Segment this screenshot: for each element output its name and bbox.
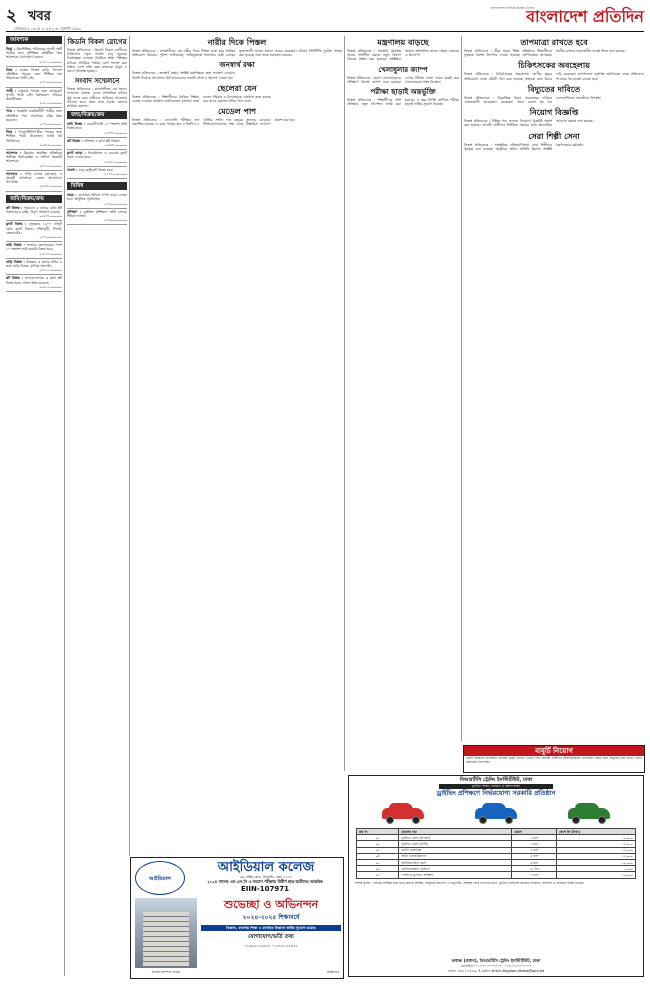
ad-phone: ০১৭৮৮-০০০০০০ (104, 130, 127, 135)
ad-text: উচ্চশিক্ষিত পরিবারের সুন্দরী স্মার্ট পাত্রীর জন্য সুশিক্ষিত প্রতিষ্ঠিত পাত্র আবশ্যক। যোগাযোগ করুন। (6, 47, 62, 60)
section-name: খবর (28, 9, 51, 24)
ad-text: একটি স্বনামধন্য প্রতিষ্ঠানে অভিজ্ঞ বাবুর্চি নিয়োগ দেওয়া হবে। আগ্রহী প্রার্থীদের জীবনবৃত্তান্তসহ যোগাযোগ করার জন্য অনুরোধ করা হলো। বেতন আলোচনা সাপেক্ষে। (466, 756, 642, 764)
ad-phone: ০১৬৭৩-০০০০০০ (39, 142, 62, 147)
ad-footer (349, 958, 643, 974)
story-text: নিজস্ব প্রতিবেদক : তরুণ খেলোয়াড়দের প্রশিক্ষণে বিশেষ ক্যাম্প শুরু হয়েছে। দেশের বিভিন্ন জেলা থেকে বাছাই করা খেলোয়াড়রা অংশ নিচ্ছেন। (347, 75, 459, 84)
college-phone: ০২৫৮৬১২৫৪৪৪, ০২৫৮৬১২৫৪৫৫ (244, 944, 298, 948)
table-header: কোর্স ফি (টাকা) (557, 829, 636, 835)
classified-ad (67, 167, 127, 179)
ad-phone: ০১৬১১-০০০০০০ (104, 159, 127, 164)
classifieds-heading: আবশ্যক (6, 36, 62, 44)
ad-text: ড্রাইভিং প্রশিক্ষণে ভর্তি চলছে। সীমিত আসন। (67, 209, 127, 219)
column-divider (344, 36, 345, 771)
table-cell: ১৫ দিন (512, 866, 557, 872)
news-column-4 (347, 36, 459, 771)
story-text: নিজস্ব প্রতিবেদক : এসএসসি পরীক্ষার ফল প্রকাশিত হয়েছে। এ বছর পাসের হার ও জিপিএ-৫ প্রাপ্তির সংখ্যা গত বছরের তুলনায় বেড়েছে। শিক্ষাবোর্ডগুলোর পক্ষ থেকে বিস্তারিত ফলাফল প্রকাশ করা হয়। (132, 118, 295, 127)
ad-phone: ০১৯১২-০০০০০০ (39, 284, 62, 289)
classified-ad (6, 259, 62, 276)
table-header: মেয়াদ (512, 829, 557, 835)
ad-text: মিরপুরে অবস্থিত প্রতিষ্ঠানে অভিজ্ঞ হিসাবরক্ষক ও অফিস সহকারী আবশ্যক। (6, 151, 62, 164)
ad-title: পাত্রী : (6, 88, 17, 93)
story-text: নিজস্ব প্রতিবেদক : তীব্র গরমে শিক্ষা প্রতিষ্ঠানে শিক্ষার্থীদের সুরক্ষায় বিশেষ নির্দেশনা দেওয়া হয়েছে। শ্রেণিকক্ষের তাপমাত্রা সহনীয় রাখতে প্রয়োজনীয় ব্যবস্থা নিতে বলা হয়েছে। (464, 49, 626, 58)
institute-name: বিআরটিসি ট্রেনিং ইনস্টিটিউট, ঢাকা (459, 777, 533, 783)
classifieds-heading: বিবিধ (67, 182, 127, 190)
ad-text: সরকারি চাকরিজীবী পাত্রীর জন্য প্রতিষ্ঠিত পাত্র আবশ্যক। ঘটক ক্ষমা করবেন। (6, 109, 62, 122)
headline: জনস্বার্থ রক্ষা (219, 60, 255, 70)
classified-ad (6, 242, 62, 259)
ad-title: বাড়ি বিক্রয় : (6, 259, 25, 264)
course-table (356, 828, 636, 879)
academic-year: ২০২৪-২০২৫ শিক্ষাবর্ষে (242, 914, 300, 921)
classifieds-heading: জন্ম/বিক্রয়/ক্রয় (67, 111, 127, 119)
ad-text: আফতাবনগরে ৩ কাঠা প্লট বিক্রয় হবে। দালাল ক্ষমা করবেন। (6, 276, 62, 285)
ad-title: জমি বিক্রয় : (6, 243, 25, 248)
table-cell: ০৭ (357, 872, 399, 878)
ad-phone: ০১৮৪১-০০০০০০ (39, 184, 62, 189)
table-cell: ১২,০০০ (557, 847, 636, 853)
ad-title: প্রশিক্ষণ : (67, 209, 82, 214)
ad-text: উত্তরায় ৩ কাঠার উপর ৬ তলা বাড়ি বিক্রয়। মালিক সরাসরি। (6, 259, 62, 268)
table-cell: ড্রাইভিং কোর্স (হালকা) (399, 835, 512, 841)
classified-ad (6, 67, 62, 88)
dateline: সোমবার | ১৩ মে ২০২৪ | ৩০ বৈশাখ ১৪৩১ (14, 26, 82, 31)
classified-ad (6, 108, 62, 129)
classifieds-heading-2: জমি/বিক্রয়/ক্রয় (6, 195, 62, 203)
footer-contact: ফোন: ৪৮৮১০৪২৬, ই-মেইল: brtcti.tejgaon.dhaka@gov.bd (447, 969, 545, 973)
news-column-2 (67, 36, 127, 976)
brand-logo (484, 6, 644, 28)
ad-text: ডিভোর্সি/বিপত্নীক পাত্রের জন্য শিক্ষিত পাত্রী প্রয়োজন। জাতি ধর্ম নির্বিশেষে। (6, 130, 62, 143)
headline: চিকিৎসকের অবহেলায় (518, 60, 590, 71)
headline: নিয়োগ বিজ্ঞপ্তি (529, 107, 579, 118)
table-cell: পেশাদার ড্রাইভিং প্রশিক্ষণ (399, 872, 512, 878)
table-cell: ১ মাস (512, 872, 557, 878)
ad-text: বসিলায় ৪ কাঠা প্লট বিক্রয়। (83, 138, 120, 143)
ad-text: ঢাকায় নিজস্ব বাড়ি, বিদেশে প্রতিষ্ঠিত পাত্রের জন্য শিক্ষিত ভদ্র পরিবারের পাত্রী চাই। (6, 67, 62, 81)
story-text: নিজস্ব প্রতিবেদক : শিক্ষার্থীদের ভর্তি প্রক্রিয়ায় নতুন নির্দেশনা জারি করা হয়েছে। এ বছর নির্দিষ্ট শ্রেণিতে পরীক্ষা ছাড়াই ভর্তির সুযোগ থাকছে। (347, 98, 459, 107)
ad-text: চালু রেস্টুরেন্ট বিক্রয় হবে। (78, 167, 114, 172)
admission-label: যোগাযোগ/ভর্তি তথ্য (248, 934, 294, 940)
masthead (6, 6, 644, 30)
ad-text: কেরানীগঞ্জে ২০ শতাংশ জমি বিক্রয় হবে। (67, 122, 127, 131)
table-cell: ৬ মাস (512, 859, 557, 865)
ad-text: পূর্বাচলে ৫ কাঠার রেডি প্লট বিক্রয় হবে। রাস্তা, বিদ্যুৎ সংযোগ রয়েছে। (6, 205, 62, 214)
story-text: নিজস্ব প্রতিবেদক : সাংস্কৃতিক প্রতিযোগিতায় সেরা শিল্পীদের পুরস্কৃত করা হয়েছে। অনুষ্ঠানে প্রধান অতিথি ছিলেন সংশ্লিষ্ট মন্ত্রণালয়ের কর্মকর্তা। (464, 142, 584, 151)
story-text: নিজস্ব প্রতিবেদক : নিরবচ্ছিন্ন বিদ্যুৎ সরবরাহের দাবিতে এলাকাবাসী মানববন্ধন করেছেন। তারা বলেন ঘন ঘন লোডশেডিংয়ে জনজীবন বিপর্যস্ত। (464, 95, 601, 105)
ad-headline: ড্রাইভিং প্রশিক্ষণে নির্ভরযোগ্য সরকারি প্রতিষ্ঠান (436, 789, 556, 797)
ad-title: প্লট বিক্রয় : (6, 276, 23, 281)
photo-caption: কলেজ ক্যাম্পাস এলাকা (151, 970, 181, 974)
ad-phone: ০১৯৮৮-০০০০০০ (104, 143, 127, 148)
headline: সেরা শিল্পী সেনা (528, 130, 580, 141)
headline: মন্ত্রণালয় বাড়ছে (377, 37, 429, 47)
ad-text: ব্যাংকার পাত্রের জন্য গ্র্যাজুয়েট সুন্দরী পাত্রী চাই। ধর্মপরায়ণ পরিবার অগ্রাধিকার। (6, 88, 62, 102)
classifieds-column (6, 36, 62, 976)
car-icon (379, 800, 427, 824)
headline: খেলাধুলার ক্যাম্প (378, 64, 428, 74)
table-cell: ৩ মাস (512, 853, 557, 859)
table-cell: মোটরসাইকেল ড্রাইভিং (399, 866, 512, 872)
classified-ad (67, 121, 127, 138)
ad-title: পাত্র : (6, 109, 16, 114)
table-cell: ০২ (357, 841, 399, 847)
table-cell: ১০,০০০ (557, 872, 636, 878)
ad-text: সাভারে মহাসড়কের পাশে ১০ শতাংশ জমি জরুরি বিক্রয় হবে। (6, 243, 62, 252)
story-text: নিজস্ব প্রতিবেদক : কিডনি বিকল রোগীদের চিকিৎসায় নতুন পদ্ধতি চালু হয়েছে। বিশেষজ্ঞরা বলছেন নিয়মিত স্বাস্থ্য পরীক্ষার মাধ্যমে প্রাথমিক পর্যায়ে রোগ শনাক্ত করা সম্ভব। দেশে প্রতি বছর হাজারো মানুষ এ রোগে আক্রান্ত হচ্ছেন। (67, 48, 127, 74)
classified-ad (6, 88, 62, 109)
story-text: নিজস্ব প্রতিবেদক : সরকারি কার্যক্রম আরও গতিশীল করতে নতুন বিভাগ গঠনের প্রস্তাব করা হয়েছে। সংশ্লিষ্টরা জানান প্রশাসনিক কাজে দক্ষতা বাড়াতে এ উদ্যোগ। (347, 49, 459, 62)
table-cell: ১০,০০০ (557, 835, 636, 841)
table-cell: ০৩ (357, 847, 399, 853)
college-logo: আইডিয়াল (135, 861, 185, 895)
classified-ad (6, 129, 62, 150)
table-cell: অটো ইলেকট্রিক্যাল (399, 853, 512, 859)
table-cell: ০১ (357, 835, 399, 841)
table-cell: ০৫ (357, 859, 399, 865)
ad-phone: ০১৭১৩-০০০০০০ (39, 163, 62, 168)
ad-phone: ০১৭০০-০০০০০০ (104, 201, 127, 206)
ad-notes: বিশেষ সুবিধা : অভিজ্ঞ প্রশিক্ষক দ্বারা হাতে-কলমে প্রশিক্ষণ, আধুনিক যন্ত্রপাতি ও সিমুলেটর, প্রশিক্ষণ শেষে সনদপত্র প্রদান, ড্রাইভিং লাইসেন্স প্রাপ্তিতে সহায়তা, আবাসন ও খাবারের ব্যবস্থা রয়েছে। (355, 880, 584, 885)
ad-phone: ০১৭৫২-০০০০০০ (39, 122, 62, 127)
headline: তাপমাত্রা রাখতে হবে (520, 37, 588, 47)
ad-title: ফ্ল্যাট বিক্রয় : (6, 222, 27, 227)
classified-ad (67, 150, 127, 167)
table-cell: ড্রাইভিং কোর্স (ভারী) (399, 841, 512, 847)
college-building-photo (135, 898, 197, 968)
driving-training-ad (348, 775, 644, 977)
ad-phone: ০১৭১১-০০০০০০ (39, 59, 62, 64)
ad-phone: ০১৯১৫-০০০০০০ (39, 101, 62, 106)
headline: নারীর দিকে পিস্তল (207, 37, 267, 47)
car-icon (565, 800, 613, 824)
headline: মেডেল পাশ (217, 106, 257, 117)
brand-name: বাংলাদেশ প্রতিদিন (526, 7, 644, 26)
ad-reference: (বিজ্ঞাপন) (326, 970, 339, 974)
ad-text: গাড়ি চালক (হালকা) ও গৃহকর্মী আবশ্যক। বেতন আলোচনা সাপেক্ষে। (6, 171, 62, 185)
ad-title: প্লট বিক্রয় : (67, 138, 83, 143)
ad-title: আবশ্যক : (6, 171, 22, 176)
table-cell: ১২,০০০ (557, 853, 636, 859)
greeting-text: শুভেচ্ছা ও অভিনন্দন (223, 898, 319, 911)
ad-phone: ০১৯৭৭-০০০০০০ (39, 214, 62, 219)
ad-text: গুলশানে অফিস স্পেস ভাড়া দেওয়া হবে। আধুনিক সুবিধাসহ। (67, 193, 127, 202)
story-text: নিজস্ব প্রতিবেদক : রাজধানীতে এক নারীর দিকে পিস্তল তাক করে হুমকির অভিযোগ উঠেছে। পুলিশ জানিয়েছে, অভিযুক্তকে শনাক্তের চেষ্টা চলছে। ভুক্তভোগী থানায় মামলা দায়ের করেছেন। ঘটনার সিসিটিভি ফুটেজ সংগ্রহ করা হয়েছে এবং তদন্ত অব্যাহত রয়েছে। (132, 49, 342, 58)
classified-ad (6, 150, 62, 171)
table-cell: ০৪ (357, 853, 399, 859)
classified-ad (6, 171, 62, 192)
classified-ad (67, 192, 127, 209)
ad-title: বিয়ে : (6, 47, 16, 51)
ad-phone: ০১৮১৭-০০০০০০ (39, 251, 62, 256)
ad-title: আবশ্যক : (6, 151, 22, 156)
ad-text: ধানমন্ডিতে ৩ বেডরুম ফ্ল্যাট ভাড়া দেওয়া হবে। (67, 151, 127, 160)
ad-title: ভাড়া : (67, 193, 77, 198)
table-cell: ২ মাস (512, 841, 557, 847)
ad-phone: ০১৭১১-০০০০০০ (39, 268, 62, 273)
table-cell: ৫,০০০ (557, 866, 636, 872)
ad-phone: ০১৮১৯-০০০০০০ (39, 80, 62, 85)
ideal-college-ad (130, 857, 344, 979)
news-column-3 (132, 36, 342, 854)
classified-ad (67, 209, 127, 226)
table-cell: মোটর মেকানিক্স (399, 847, 512, 853)
college-address: ৬৫ সেক্টর রোড, ধানমন্ডি, ঢাকা-১২০৫ (240, 875, 292, 879)
story-text: নিজস্ব প্রতিবেদক : শিক্ষার্থীদের নৈতিক শিক্ষায় গুরুত্ব দেওয়ার আহ্বান জানিয়েছেন বক্তারা। তারা বলেন পরিবার ও বিদ্যালয়কে একসঙ্গে কাজ করতে হবে যাতে ছেলেরা সঠিক পথে চলে। (132, 94, 271, 104)
headline: সংবাদ সম্মেলনে (74, 76, 120, 86)
car-illustrations (349, 798, 643, 826)
footer-address: অধ্যক্ষ (প্রধান), বিআরটিসি ট্রেনিং ইনস্টিটিউট, ঢাকা (451, 958, 541, 963)
ad-title: জমি বিক্রয় : (67, 122, 86, 127)
story-text: নিজস্ব প্রতিবেদক : জনস্বার্থ রক্ষায় সংশ্লিষ্ট কর্তৃপক্ষকে দ্রুত পদক্ষেপ নেওয়ার নির্দেশ দিয়েছে আদালত। রিট আবেদনের শুনানি শেষে এ আদেশ দেওয়া হয়। (132, 71, 235, 80)
ad-title: বিয়ে : (6, 67, 17, 72)
classified-ad (67, 138, 127, 150)
story-text: নিজস্ব প্রতিবেদক : চিকিৎসকের অবহেলায় রোগীর মৃত্যুর অভিযোগে তদন্ত কমিটি গঠন করা হয়েছে। স্বজনরা দ্রুত বিচার দাবি করেছেন। হাসপাতাল কর্তৃপক্ষ জানিয়েছে তদন্ত প্রতিবেদন পাওয়ার পর ব্যবস্থা নেওয়া হবে। (464, 72, 644, 81)
ad-title: বাবুর্চি নিয়োগ (464, 746, 644, 756)
story-text: নিজস্ব প্রতিবেদক : রাজধানীতে এক সংবাদ সম্মেলনে বক্তারা বলেন সাম্প্রতিক ঘটনার সুষ্ঠু তদন্ত করে দায়ীদের আইনের আওতায় আনতে হবে। তারা দ্রুত ব্যবস্থা গ্রহণের আহ্বান জানান। (67, 87, 127, 109)
story-text: নিজস্ব প্রতিবেদক : বিভিন্ন পদে জনবল নিয়োগে বিজ্ঞপ্তি প্রকাশ করা হয়েছে। আগ্রহী প্রার্থীদের নির্ধারিত সময়ের মধ্যে অনলাইনে আবেদন করতে বলা হয়েছে। (464, 119, 594, 128)
ad-phone: ০১৭২২-০০০০০০ (104, 172, 127, 177)
brand-tagline: বাংলাদেশের সর্বাধিক প্রচারিত দৈনিক (490, 6, 534, 10)
column-divider (461, 36, 462, 741)
headline: পরীক্ষা ছাড়াই অন্তর্ভুক্তি (370, 87, 436, 97)
institute-subtitle: ড্রাইভিং শিক্ষা, মেরামত ও রক্ষণাবেক্ষণ (439, 784, 553, 789)
news-column-5 (464, 36, 644, 741)
table-header: কোর্সের নাম (399, 829, 512, 835)
ad-phone: ০১৭১৫-০০০০০০ (39, 234, 62, 239)
ad-title: ব্যবসা : (67, 167, 78, 172)
column-divider (64, 36, 65, 976)
footer-phone: মোবাইল: ০১৭০০-০০০০০০, ০১৮০০-০০০০০০ (460, 964, 532, 968)
cook-recruitment-ad (463, 745, 645, 773)
classified-ad (6, 275, 62, 292)
page-number: ২ (6, 6, 18, 26)
admission-band: বিজ্ঞান, ব্যবসায় শিক্ষা ও মানবিক বিভাগে ভর্তির সুযোগ রয়েছে (201, 925, 341, 931)
masthead-rule (6, 31, 644, 32)
ad-title: বিয়ে : (6, 130, 17, 135)
table-cell: অটোমোবাইল কোর্স (399, 859, 512, 865)
table-cell: ১৫,০০০ (557, 841, 636, 847)
table-cell: ৩ মাস (512, 847, 557, 853)
table-cell: ০৬ (357, 866, 399, 872)
headline: বিদ্যুতের দাবিতে (527, 83, 581, 94)
column-divider (129, 36, 130, 856)
classified-ad (6, 205, 62, 222)
ad-text: বসুন্ধরায় ১৬০০ বর্গফুট রেডি ফ্ল্যাট বিক্রয়। দক্ষিণমুখী, লিফট, জেনারেটর। (6, 222, 62, 235)
ad-title: ফ্ল্যাট ভাড়া : (67, 151, 86, 156)
headline: ছেলেরা যেন (217, 82, 257, 93)
greeting-intro: ২০২৪ সালের এস.এস.সি ও সমমান পরীক্ষায় উত্তীর্ণ ছাত্র-ছাত্রীদের আন্তরিক (207, 879, 323, 884)
table-cell: ২০,০০০ (557, 859, 636, 865)
ad-phone: ০১৮০০-০০০০০০ (104, 218, 127, 223)
classified-ad (6, 46, 62, 67)
ad-title: প্লট বিক্রয় : (6, 205, 23, 210)
college-name: আইডিয়াল কলেজ (217, 860, 315, 875)
car-icon (472, 800, 520, 824)
headline: কিডনি বিকল রোগের (67, 37, 127, 46)
eiin-number: EIIN-107971 (241, 885, 289, 893)
classified-ad (6, 221, 62, 242)
table-row (357, 872, 636, 878)
table-header: ক্রম নং (357, 829, 399, 835)
table-cell: ১ মাস (512, 835, 557, 841)
